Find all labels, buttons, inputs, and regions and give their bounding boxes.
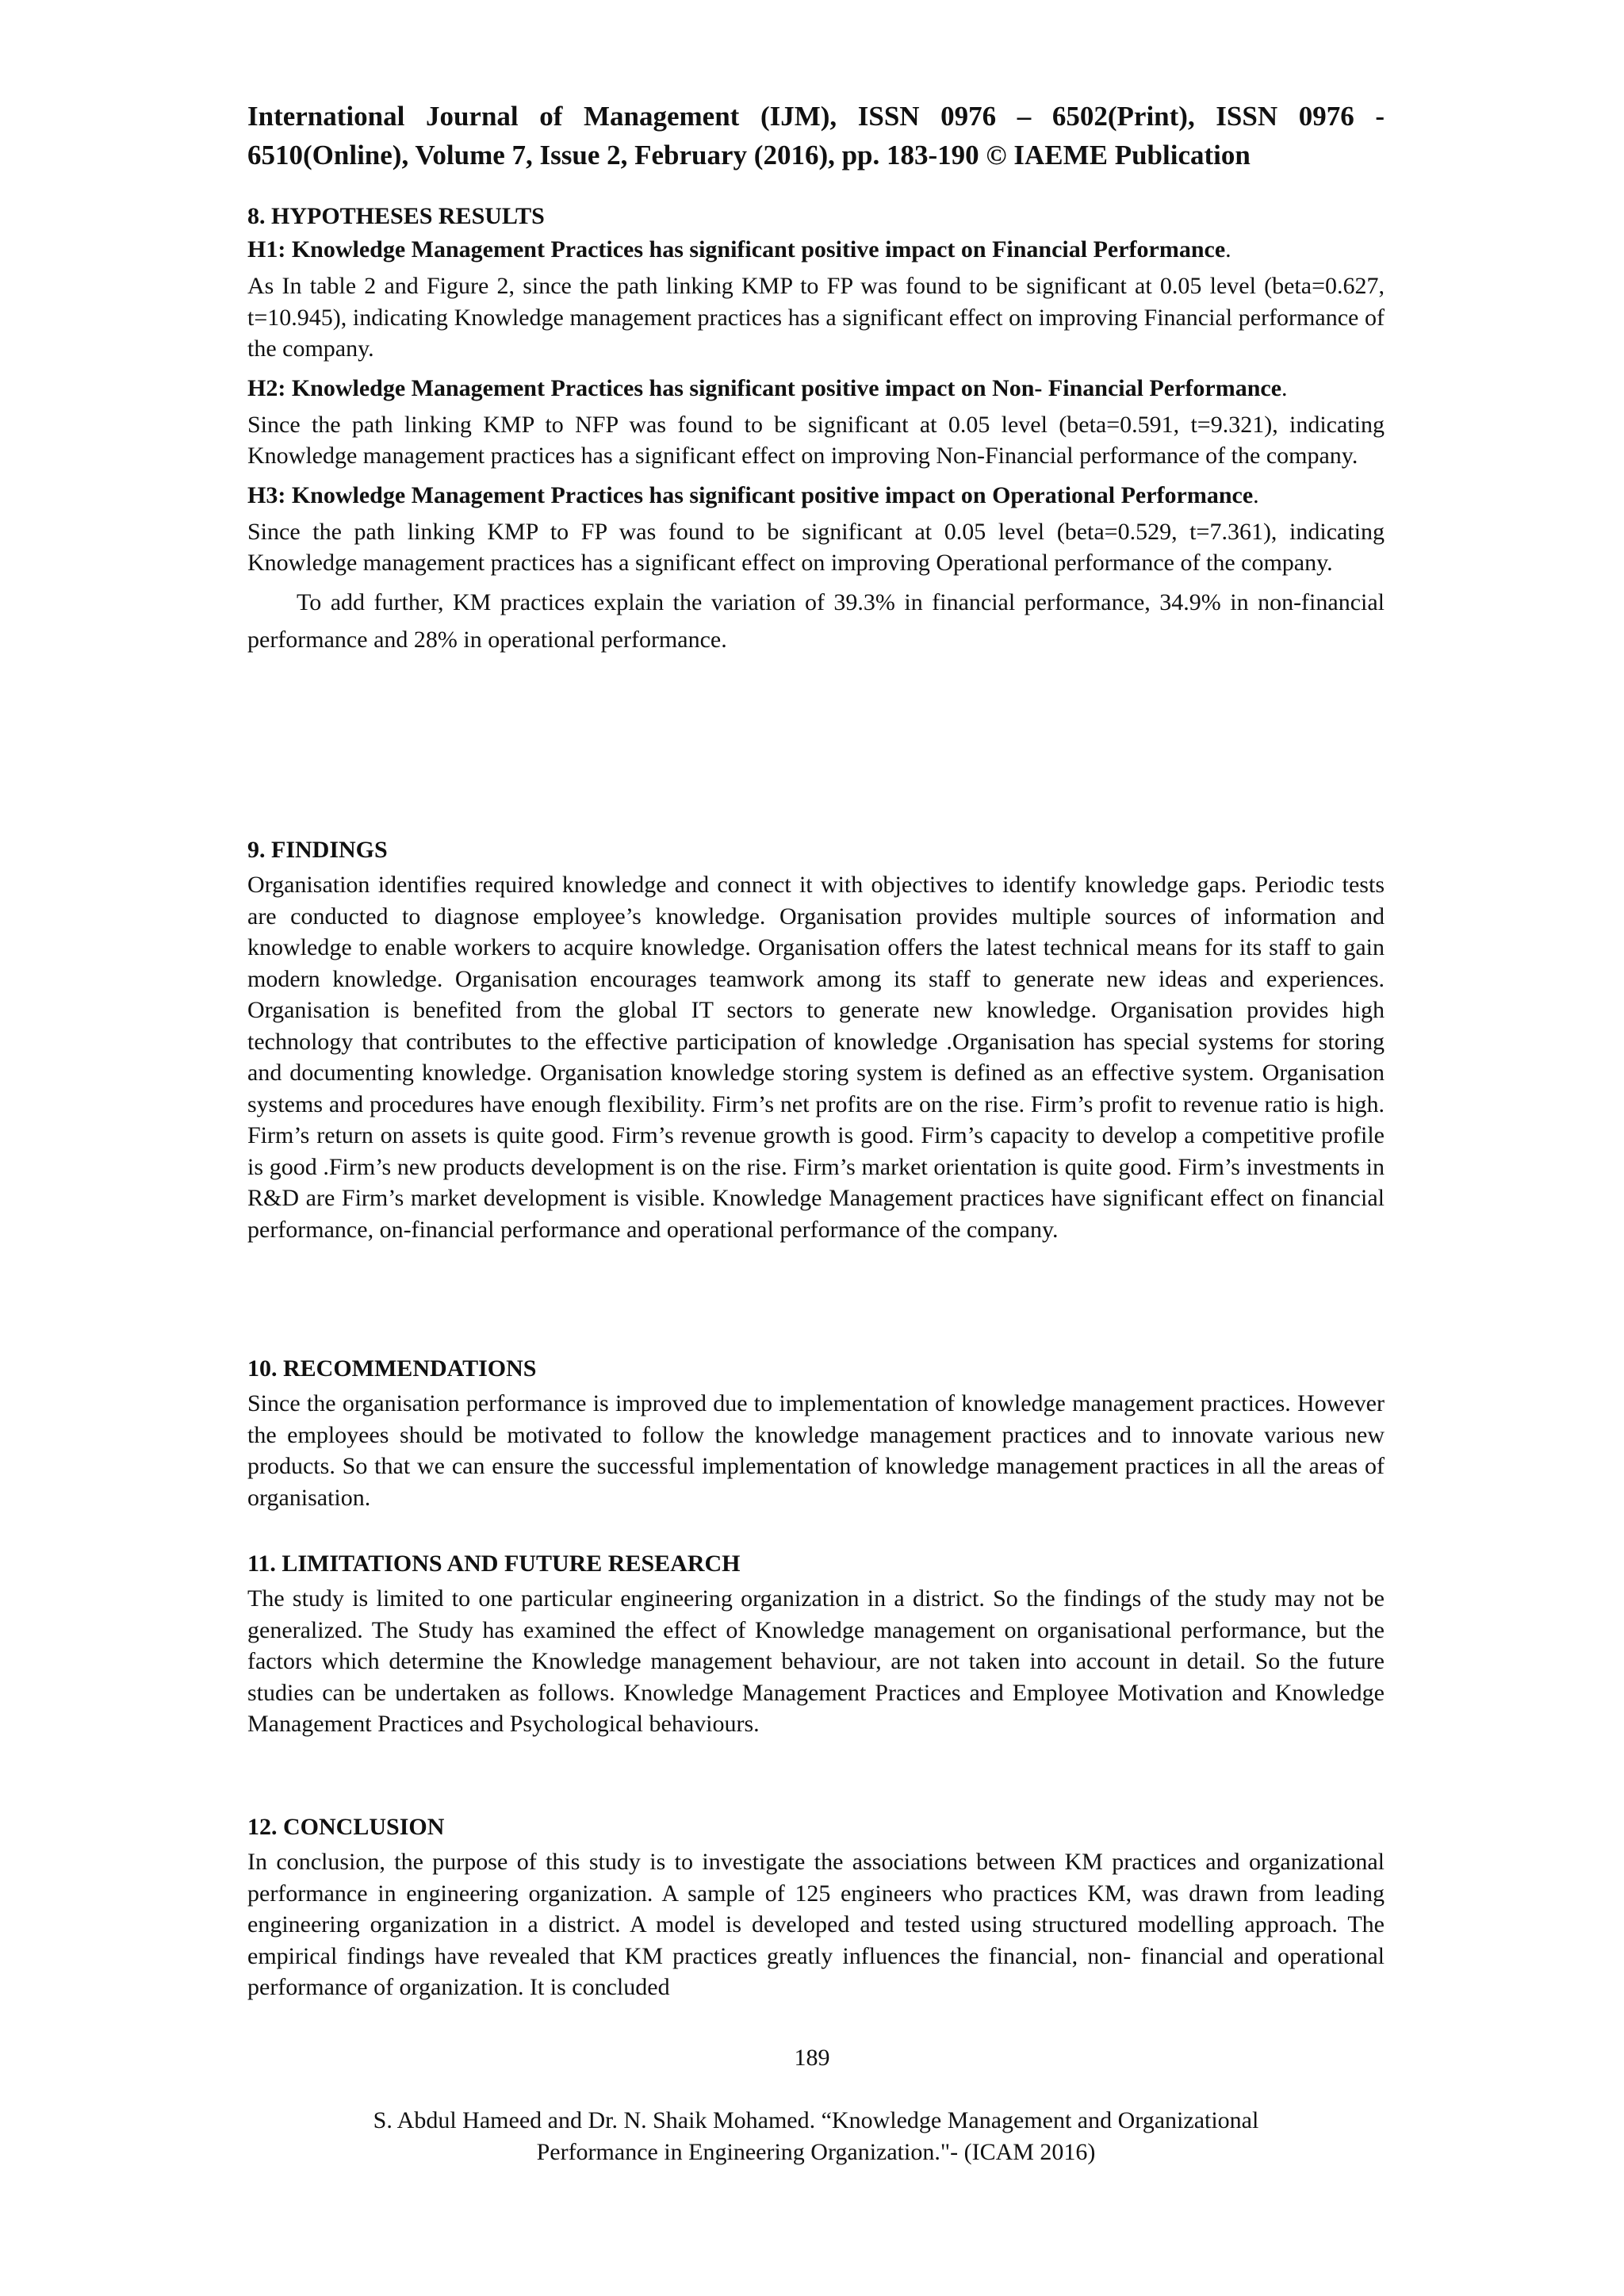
conclusion-text: In conclusion, the purpose of this study is to investigate the associations between KM practices and organizational performance in engineering organization. A sample of 125 engineers who practices KM, was drawn from leading engineering organization in a district. A model is developed and tested using structured modelling approach. The empirical findings have revealed that KM practices greatly influences the financial, non- financial and operational performance of organization. It is concluded bbox=[247, 1849, 1385, 2000]
hypothesis-h2-title: H2: Knowledge Management Practices has significant positive impact on Non- Financial Performance. bbox=[247, 374, 1288, 401]
hypothesis-h1-title: H1: Knowledge Management Practices has significant positive impact on Financial Performance. bbox=[247, 236, 1231, 263]
section-heading: 10. RECOMMENDATIONS bbox=[247, 1355, 537, 1382]
hypothesis-h1-text: As In table 2 and Figure 2, since the path linking KMP to FP was found to be significant at 0.05 level (beta=0.627, t=10.945), indicating Knowledge management practices has a significant effect on improving Financial performance of the company. bbox=[247, 273, 1385, 362]
section-findings bbox=[247, 834, 1385, 1245]
section-recommendations bbox=[247, 1353, 1385, 1513]
limitations-text: The study is limited to one particular engineering organization in a district. So the findings of the study may not be generalized. The Study has examined the effect of Knowledge management on organisational performance, but the factors which determine the Knowledge management behaviour, are not taken into account in detail. So the future studies can be undertaken as follows. Knowledge Management Practices and Employee Motivation and Knowledge Management Practices and Psychological behaviours. bbox=[247, 1585, 1385, 1737]
hypothesis-h2-text: Since the path linking KMP to NFP was found to be significant at 0.05 level (beta=0.591, t=9.321), indicating Knowledge management practices has a significant effect on improving Non-Financial performance of the company. bbox=[247, 411, 1385, 469]
section-heading: 9. FINDINGS bbox=[247, 837, 388, 863]
page-number: 189 bbox=[794, 2045, 830, 2071]
hypotheses-summary: To add further, KM practices explain the variation of 39.3% in financial performance, 34.9% in non-financial performance and 28% in operational performance. bbox=[247, 588, 1385, 653]
recommendations-text: Since the organisation performance is improved due to implementation of knowledge management practices. However the employees should be motivated to follow the knowledge management practices and to innovate various new products. So that we can ensure the successful implementation of knowledge management practices in all the areas of organisation. bbox=[247, 1390, 1385, 1511]
citation-footer bbox=[247, 2105, 1385, 2168]
citation-line-1: S. Abdul Hameed and Dr. N. Shaik Mohamed. “Knowledge Management and Organizational bbox=[373, 2107, 1259, 2133]
hypothesis-h3-text: Since the path linking KMP to FP was found to be significant at 0.05 level (beta=0.529, t=7.361), indicating Knowledge management practices has a significant effect on improving Operational performance of the company. bbox=[247, 518, 1385, 576]
section-limitations bbox=[247, 1548, 1385, 1740]
hypothesis-h1-title-text: H1: Knowledge Management Practices has significant positive impact on Financial Performance bbox=[247, 236, 1226, 263]
findings-text: Organisation identifies required knowledge and connect it with objectives to identify knowledge gaps. Periodic tests are conducted to diagnose employee’s knowledge. Organisation provides multiple sources of information and knowledge to enable workers to acquire knowledge. Organisation offers the latest technical means for its staff to gain modern knowledge. Organisation encourages teamwork among its staff to generate new ideas and experiences. Organisation is benefited from the global IT sectors to generate new knowledge. Organisation provides high technology that contributes to the effective participation of knowledge .Organisation has special systems for storing and documenting knowledge. Organisation knowledge storing system is defined as an effective system. Organisation systems and procedures have enough flexibility. Firm’s net profits are on the rise. Firm’s profit to revenue ratio is high. Firm’s return on assets is quite good. Firm’s revenue growth is good. Firm’s capacity to develop a competitive profile is good .Firm’s new products development is on the rise. Firm’s market orientation is quite good. Firm’s investments in R&D are Firm’s market development is visible. Knowledge Management practices have significant effect on financial performance, on-financial performance and operational performance of the company. bbox=[247, 872, 1385, 1243]
section-conclusion bbox=[247, 1811, 1385, 2003]
hypothesis-h2-title-text: H2: Knowledge Management Practices has significant positive impact on Non- Financial Performance bbox=[247, 374, 1282, 401]
section-hypotheses-results bbox=[247, 201, 1385, 658]
section-heading: 12. CONCLUSION bbox=[247, 1814, 445, 1840]
journal-header: International Journal of Management (IJM), ISSN 0976 – 6502(Print), ISSN 0976 - 6510(Online), Volume 7, Issue 2, February (2016), pp. 183-190 © IAEME Publication bbox=[247, 101, 1385, 171]
hypothesis-h3-title-text: H3: Knowledge Management Practices has significant positive impact on Operational Performance bbox=[247, 481, 1254, 508]
section-heading: 8. HYPOTHESES RESULTS bbox=[247, 203, 545, 229]
hypothesis-h3-title: H3: Knowledge Management Practices has significant positive impact on Operational Performance. bbox=[247, 481, 1259, 508]
section-heading: 11. LIMITATIONS AND FUTURE RESEARCH bbox=[247, 1550, 741, 1577]
citation-line-2: Performance in Engineering Organization."- (ICAM 2016) bbox=[536, 2139, 1096, 2165]
